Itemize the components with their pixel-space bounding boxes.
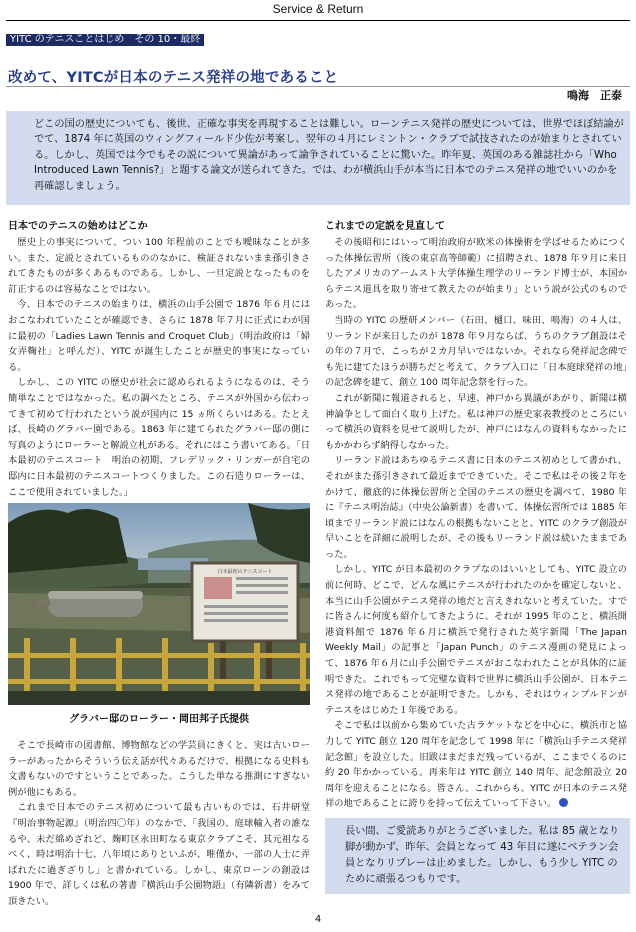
end-mark-icon (559, 798, 568, 807)
page-number: 4 (314, 914, 322, 925)
right-heading: これまでの定説を見直して (325, 221, 445, 232)
page-header (0, 0, 636, 22)
newsletter-title: Service & Return (272, 2, 364, 16)
lead-text: どこの国の歴史についても、後世、正確な事実を再現することは難しい。ローンテニス発祥の歴史については、世界でほぼ結論がでて、1874 年に英国のウィングフィールド少佐が考案し、翌年の４月にレミントン・クラブで試技されたのが始まりとされている。しかし、英国では今でもその説について異論があって論争されていることに驚いた。昨年夏、英国のある雑誌社から「Who Introduced Lawn Tennis?」と題する論文が送られてきた。では、わが横浜山手が本当に日本でのテニス発祥の地でいいのかを再確認しましょう。 (34, 119, 624, 192)
right-paragraph-2: 当時の YITC の歴研メンバー（石田、樋口、味田、鳴海）の４人は、リーランドが来日したのが 1878 年９月ならば、うちのクラブ創設はその年の７月で、こっちが２カ月早いではないか。それなら発祥記念碑でも先に建てたほうが勝ちだと考えて、クラブ入口に「日本庭球発祥の地」の記念碑を建て、創立 100 周年記念祭を行った。 (325, 314, 627, 389)
article-author: 鳴海 正泰 (567, 89, 622, 102)
right-paragraph-5: しかし、YITC が日本最初のクラブなのはいいとしても、YITC 設立の前に何時、どこで、どんな風にテニスが行われたのかを確定しないと、本当に山手公園がテニス発祥の地だと言えきれないと考えていた。すでに皆さんに何度も紹介してきたように、それが 1995 年のこと、横浜開港資料館で 1876 年６月に横浜で発行された英字新聞「The Japan Weekly Mail」の記事と「Japan Punch」のテニス漫画の発見によって、1876 年６月に山手公園でテニスがおこなわれたことが具体的に証明できた。これでもって完璧な資料で世界に横浜山手公園が、日本テニス発祥の地であることが証明できた。しかも、それはウィンブルドンがテニスをはじめた１年後である。 (325, 564, 627, 716)
left-paragraph-1: 歴史上の事実について、つい 100 年程前のことでも曖昧なことが多い。また、定説とされているもののなかに、検証されないまま孫引きされてきたものが多くあるものである。しかし、一旦定説となったものを訂正するのは容易なことではない。 (8, 237, 310, 295)
right-column (325, 219, 627, 812)
left-paragraph-4: そこで長崎市の図書館、博物館などの学芸員にきくと、実は古いローラーがあったからそういう伝え話が代々あるだけで、根拠になる史料も文書もないのですということであった。こうした単なる推測にすぎない例が他にもある。 (8, 740, 310, 798)
left-paragraph-5: これまで日本でのテニス初めについて最も古いものでは、石井研堂『明治事物起源』（明治四〇年）のなかで、「我国の、庭球輸入者の誰なるや、未だ綿めざれど、麹町区永田町なる東京クラブこそ、其元祖なるべく、時は明治十七、八年頃にありといふが、唯僅か、一部の人士に弄ばれたに過ぎざりし」と書かれている。しかし、東京ローンの創設は 1900 年で、詳しくは私の著書『横浜山手公園物語』（有隣新書）をみて頂きたい。 (8, 802, 310, 907)
photo-caption: グラバー邸のローラー・岡田邦子氏提供 (69, 714, 249, 725)
photo-sign-title: 日本最初のテニスコート (217, 569, 273, 575)
left-column-continued (8, 738, 310, 910)
left-paragraph-2: 今、日本でのテニスの始まりは、横浜の山手公園で 1876 年６月にはおこなわれていたことが確認でき、さらに 1878 年７月に正式にわが国に最初の「Ladies Lawn Tennis and Croquet Club」（明治政府は「婦女弄鞠社」と呼んだ）、YITC が誕生したことが歴史的事実になっている。 (8, 299, 310, 373)
title-rule (6, 86, 630, 87)
header-rule (6, 20, 630, 21)
closing-box (325, 818, 630, 894)
left-column (8, 219, 310, 500)
right-paragraph-3: これが新聞に報道されると、早速、神戸から異議があがり、新聞は横神論争として面白く取り上げた。私は神戸の歴史家表教授のところにいって横浜の資料を見せて説明したが、神戸にはなんの資料もなかったにもかかわらず納得しなかった。 (325, 392, 627, 451)
photo-illustration (8, 503, 310, 705)
left-heading: 日本でのテニスの始めはどこか (8, 221, 148, 232)
series-label: YITC のテニスことはじめ その 10・最終回 (6, 34, 204, 46)
glover-roller-photo (8, 503, 310, 705)
article-title: 改めて、YITCが日本のテニス発祥の地であること (8, 70, 339, 86)
right-paragraph-6 (325, 718, 627, 812)
closing-text: 長い間、ご愛読ありがとうございました。私は 85 歳となり脚が動かず、昨年、会員となって 43 年目に遂にベテラン会員となりリプレーは止めました。しかし、もう少し YITC のために頑張るつもりです。 (345, 826, 620, 885)
right-paragraph-6-text: そこで私は以前から集めていた古ラケットなどを中心に、横浜市と協力して YITC 創立 120 周年を記念して 1998 年に「横浜山手テニス発祥記念館」を設立した。旧跋はまだまだ残っているが、ここまでくるのに約 20 年かかっている。再来年は YITC 創立 140 周年、記念館設立 20 周年を迎えることになる。皆さん、これからも、YITC が日本のテニス発祥の地であることに誇りを持って伝えていって下さい。 (325, 720, 627, 810)
right-paragraph-4: リーランド説はあちゆるテニス書に日本のテニス初めとして書かれ、それがまた孫引きされて最近までできていた。そこで私はその後２年をかけて、徹底的に体操伝習所と全国のテニスの歴史を調べて、1980 年に『テニス明治誌』（中央公論新書）を書いて、体操伝習所では 1885 年頃までリーランド説にはなんの根拠もないことと、YITC のクラブ創設が早いことを詳細に説明したが、その後もリーランド説は続いたままであった。 (325, 455, 627, 560)
lead-box (6, 111, 630, 205)
left-paragraph-3: しかし、この YITC の歴史が社会に認められるようになるのは、そう簡単なことではなかった。私の調べたところ、テニスが外国から伝わってきて初めて行われたという説が国内に 15 ヵ所くらいはある。たとえば、長崎のグラバー園である。1863 年に建てられたグラバー邸の側に写真のようにローラーと解説立札がある。それにはこう書いてある。「日本最初のテニスコート 明治の初期、フレデリック・リンガーが自宅の邸内に日本最初のテニスコートつくりました。この石造りローラーは、ここで使用されていました。」 (8, 377, 310, 498)
right-paragraph-1: その後昭和にはいって明治政府が欧米の体操術を学ばせるためにつくった体操伝習所（後の東京高等師範）に招聘され、1878 年９月に来日したアメリカのアームスト大学体操生理学のリーランド博士が、本国からテニス道具を取り寄せて教えたのが始まり」という説が公式のものであった。 (325, 237, 627, 311)
